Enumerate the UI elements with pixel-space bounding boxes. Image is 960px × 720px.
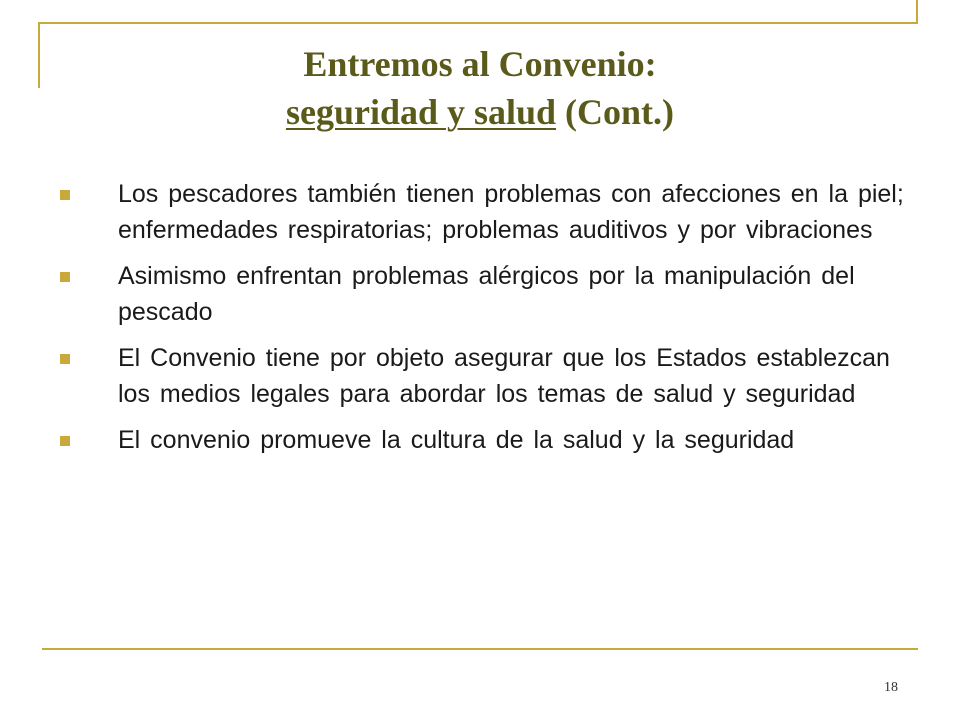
bullet-item (60, 176, 910, 248)
bullet-square-icon (60, 190, 70, 200)
top-frame-line (38, 22, 918, 24)
title-underlined: seguridad y salud (285, 92, 557, 132)
right-frame-line (916, 0, 918, 24)
bullet-text: El convenio promueve la cultura de la salud y la seguridad (118, 426, 795, 454)
bullet-square-icon (60, 354, 70, 364)
bullet-item (60, 340, 910, 412)
bullet-text: Asimismo enfrentan problemas alérgicos por la manipulación del pescado (118, 262, 855, 326)
title-suffix: (Cont.) (556, 92, 675, 132)
bottom-divider (42, 648, 918, 650)
page-number: 18 (884, 680, 898, 695)
bullet-square-icon (60, 436, 70, 446)
bullet-text: El Convenio tiene por objeto asegurar que los Estados establezcan los medios legales para abordar los temas de salud y seguridad (118, 344, 890, 408)
bullet-text: Los pescadores también tienen problemas con afecciones en la piel; enfermedades respiratorias; problemas auditivos y por vibraciones (118, 180, 904, 244)
slide-title (40, 40, 920, 136)
bullet-square-icon (60, 272, 70, 282)
bullet-list (60, 176, 910, 468)
title-line-1: Entremos al Convenio: (303, 44, 657, 84)
bullet-item (60, 422, 910, 458)
bullet-item (60, 258, 910, 330)
title-line-2 (40, 88, 920, 136)
